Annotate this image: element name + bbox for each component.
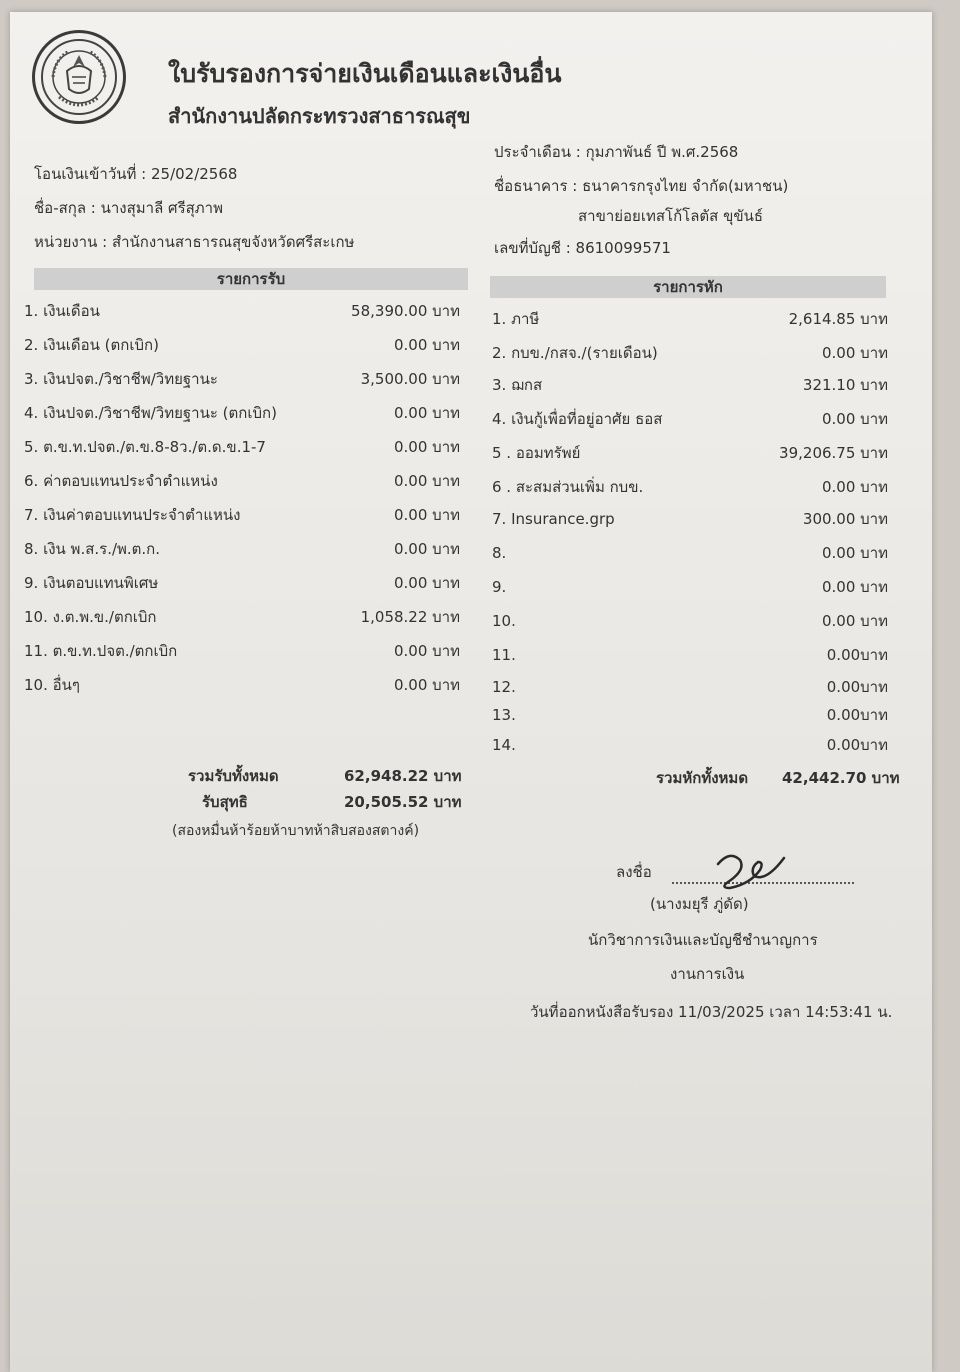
bank-branch: สาขาย่อยเทสโก้โลตัส ขุขันธ์ bbox=[578, 207, 763, 225]
transfer-date: โอนเงินเข้าวันที่ : 25/02/2568 bbox=[34, 165, 238, 183]
document-subtitle: สำนักงานปลัดกระทรวงสาธารณสุข bbox=[168, 104, 471, 128]
deduction-row bbox=[492, 308, 888, 330]
income-row bbox=[24, 368, 460, 390]
document-title: ใบรับรองการจ่ายเงินเดือนและเงินอื่น bbox=[168, 59, 562, 88]
income-amount: 0.00 บาท bbox=[394, 336, 460, 354]
income-heading: รายการรับ bbox=[34, 268, 468, 290]
deduction-amount: 0.00 บาท bbox=[822, 410, 888, 428]
deduction-amount: 0.00 บาท bbox=[822, 544, 888, 562]
income-total-value: 62,948.22 บาท bbox=[344, 767, 462, 785]
income-row bbox=[24, 300, 460, 322]
deduction-amount: 0.00 บาท bbox=[822, 578, 888, 596]
deduction-label: 7. Insurance.grp bbox=[492, 510, 615, 528]
deduction-amount: 39,206.75 บาท bbox=[779, 444, 888, 462]
deduction-row bbox=[492, 734, 888, 756]
income-amount: 0.00 บาท bbox=[394, 574, 460, 592]
deduction-label: 3. ฌกส bbox=[492, 376, 543, 394]
income-label: 4. เงินปจต./วิชาชีพ/วิทยฐานะ (ตกเบิก) bbox=[24, 404, 277, 422]
deduction-label: 9. bbox=[492, 578, 507, 596]
deduction-amount: 0.00 บาท bbox=[822, 344, 888, 362]
deduction-row bbox=[492, 342, 888, 364]
income-amount: 0.00 บาท bbox=[394, 642, 460, 660]
ministry-seal-icon bbox=[32, 30, 126, 124]
deduction-total-label: รวมหักทั้งหมด bbox=[656, 769, 749, 787]
income-amount: 3,500.00 บาท bbox=[360, 370, 460, 388]
income-amount: 0.00 บาท bbox=[394, 540, 460, 558]
income-amount: 0.00 บาท bbox=[394, 506, 460, 524]
deduction-row bbox=[492, 476, 888, 498]
income-label: 10. อื่นๆ bbox=[24, 676, 80, 694]
deduction-label: 12. bbox=[492, 678, 516, 696]
deduction-amount: 0.00 บาท bbox=[822, 612, 888, 630]
deduction-amount: 0.00บาท bbox=[826, 706, 888, 724]
income-label: 1. เงินเดือน bbox=[24, 302, 100, 320]
deduction-label: 2. กบข./กสจ./(รายเดือน) bbox=[492, 344, 658, 362]
deduction-row bbox=[492, 704, 888, 726]
net-income-label: รับสุทธิ bbox=[202, 793, 248, 811]
deductions-heading: รายการหัก bbox=[490, 276, 886, 298]
income-row bbox=[24, 334, 460, 356]
deduction-label: 6 . สะสมส่วนเพิ่ม กบข. bbox=[492, 478, 644, 496]
income-amount: 0.00 บาท bbox=[394, 438, 460, 456]
income-row bbox=[24, 436, 460, 458]
income-label: 8. เงิน พ.ส.ร./พ.ต.ก. bbox=[24, 540, 161, 558]
account-number: เลขที่บัญชี : 8610099571 bbox=[494, 239, 671, 257]
income-amount: 0.00 บาท bbox=[394, 472, 460, 490]
income-label: 7. เงินค่าตอบแทนประจำตำแหน่ง bbox=[24, 506, 241, 524]
income-row bbox=[24, 640, 460, 662]
deduction-label: 1. ภาษี bbox=[492, 310, 540, 328]
deduction-total-value: 42,442.70 บาท bbox=[782, 769, 900, 787]
income-row bbox=[24, 606, 460, 628]
net-income-words: (สองหมื่นห้าร้อยห้าบาทห้าสิบสองสตางค์) bbox=[172, 823, 420, 839]
income-amount: 58,390.00 บาท bbox=[351, 302, 460, 320]
deduction-row bbox=[492, 374, 888, 396]
income-label: 3. เงินปจต./วิชาชีพ/วิทยฐานะ bbox=[24, 370, 218, 388]
deduction-amount: 2,614.85 บาท bbox=[788, 310, 888, 328]
deduction-label: 13. bbox=[492, 706, 516, 724]
income-label: 9. เงินตอบแทนพิเศษ bbox=[24, 574, 159, 592]
income-total-label: รวมรับทั้งหมด bbox=[188, 767, 279, 785]
income-label: 10. ง.ต.พ.ข./ตกเบิก bbox=[24, 608, 157, 626]
deduction-row bbox=[492, 644, 888, 666]
income-row bbox=[24, 402, 460, 424]
certificate-paper bbox=[10, 12, 932, 1372]
income-row bbox=[24, 504, 460, 526]
signer-department: งานการเงิน bbox=[670, 965, 745, 983]
deduction-label: 8. bbox=[492, 544, 507, 562]
deduction-amount: 0.00บาท bbox=[826, 646, 888, 664]
signer-position: นักวิชาการเงินและบัญชีชำนาญการ bbox=[588, 931, 818, 949]
deduction-label: 5 . ออมทรัพย์ bbox=[492, 444, 581, 462]
income-row bbox=[24, 572, 460, 594]
income-label: 2. เงินเดือน (ตกเบิก) bbox=[24, 336, 159, 354]
deduction-row bbox=[492, 508, 888, 530]
deduction-amount: 0.00บาท bbox=[826, 678, 888, 696]
deduction-row bbox=[492, 408, 888, 430]
net-income-value: 20,505.52 บาท bbox=[344, 793, 462, 811]
income-row bbox=[24, 538, 460, 560]
handwritten-signature bbox=[710, 848, 790, 898]
income-row bbox=[24, 674, 460, 696]
income-label: 11. ต.ข.ท.ปจต./ตกเบิก bbox=[24, 642, 178, 660]
issue-datetime: วันที่ออกหนังสือรับรอง 11/03/2025 เวลา 14:53:41 น. bbox=[530, 1003, 893, 1021]
deduction-row bbox=[492, 610, 888, 632]
sign-label: ลงชื่อ bbox=[616, 863, 652, 881]
employee-name: ชื่อ-สกุล : นางสุมาลี ศรีสุภาพ bbox=[34, 199, 223, 217]
income-amount: 0.00 บาท bbox=[394, 404, 460, 422]
deduction-label: 11. bbox=[492, 646, 516, 664]
deduction-label: 10. bbox=[492, 612, 516, 630]
pay-month: ประจำเดือน : กุมภาพันธ์ ปี พ.ศ.2568 bbox=[494, 143, 739, 161]
deduction-amount: 0.00 บาท bbox=[822, 478, 888, 496]
income-amount: 1,058.22 บาท bbox=[360, 608, 460, 626]
deduction-row bbox=[492, 542, 888, 564]
deduction-row bbox=[492, 576, 888, 598]
deduction-amount: 300.00 บาท bbox=[802, 510, 888, 528]
deduction-label: 14. bbox=[492, 736, 516, 754]
deduction-row bbox=[492, 676, 888, 698]
signer-name: (นางมยุรี ภู่ดัด) bbox=[650, 895, 749, 913]
income-label: 5. ต.ข.ท.ปจต./ต.ข.8-8ว./ต.ด.ข.1-7 bbox=[24, 438, 266, 456]
deduction-amount: 321.10 บาท bbox=[802, 376, 888, 394]
deduction-label: 4. เงินกู้เพื่อที่อยู่อาศัย ธอส bbox=[492, 410, 663, 428]
deduction-amount: 0.00บาท bbox=[826, 736, 888, 754]
income-row bbox=[24, 470, 460, 492]
income-amount: 0.00 บาท bbox=[394, 676, 460, 694]
income-label: 6. ค่าตอบแทนประจำตำแหน่ง bbox=[24, 472, 218, 490]
bank-name: ชื่อธนาคาร : ธนาคารกรุงไทย จำกัด(มหาชน) bbox=[494, 177, 789, 195]
employee-unit: หน่วยงาน : สำนักงานสาธารณสุขจังหวัดศรีสะเกษ bbox=[34, 233, 355, 251]
deduction-row bbox=[492, 442, 888, 464]
